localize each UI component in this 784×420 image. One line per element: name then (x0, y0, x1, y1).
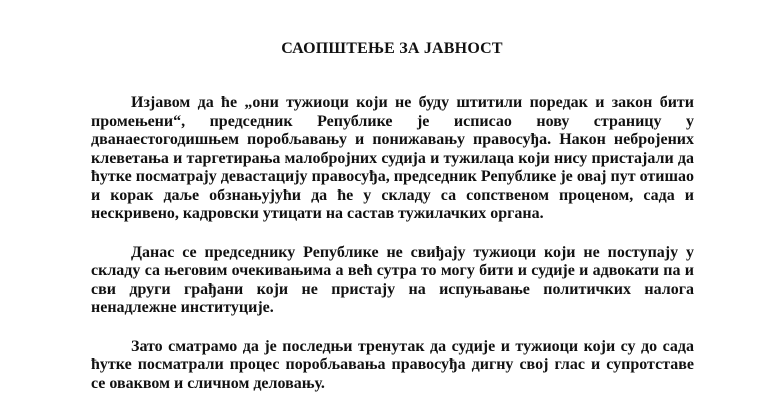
paragraph-3: Зато сматрамо да је последњи тренутак да судије и тужиоци који су до сада ћутке посматрали процес поробљавања правосуђа дигну свој глас и супротставе се оваквом и сличном деловању. (91, 337, 694, 392)
paragraph-1: Изјавом да ће „они тужиоци који не буду штитили поредак и закон бити промењени“, председник Републике је исписао нову страницу у дванаестогодишњем поробљавању и понижавању правосуђа. Након небројених клеветања и таргетирања малобројних судија и тужилаца који нису пристајали да ћутке посматрају девастацију правосуђа, председник Републике је овај пут отишао и корак даље обзнањујући да ће у складу са сопственом проценом, сада и нескривено, кадровски утицати на састав тужилачких органа. (91, 94, 694, 222)
document-title: САОПШТЕЊЕ ЗА ЈАВНОСТ (281, 40, 503, 57)
paragraph-2: Данас се председнику Републике не свиђају тужиоци који не поступају у складу са његовим очекивањима а већ сутра то могу бити и судије и адвокати па и сви други грађани који не пристају на испуњавање политичких налога ненадлежне институције. (91, 243, 694, 316)
document-body (91, 94, 694, 413)
